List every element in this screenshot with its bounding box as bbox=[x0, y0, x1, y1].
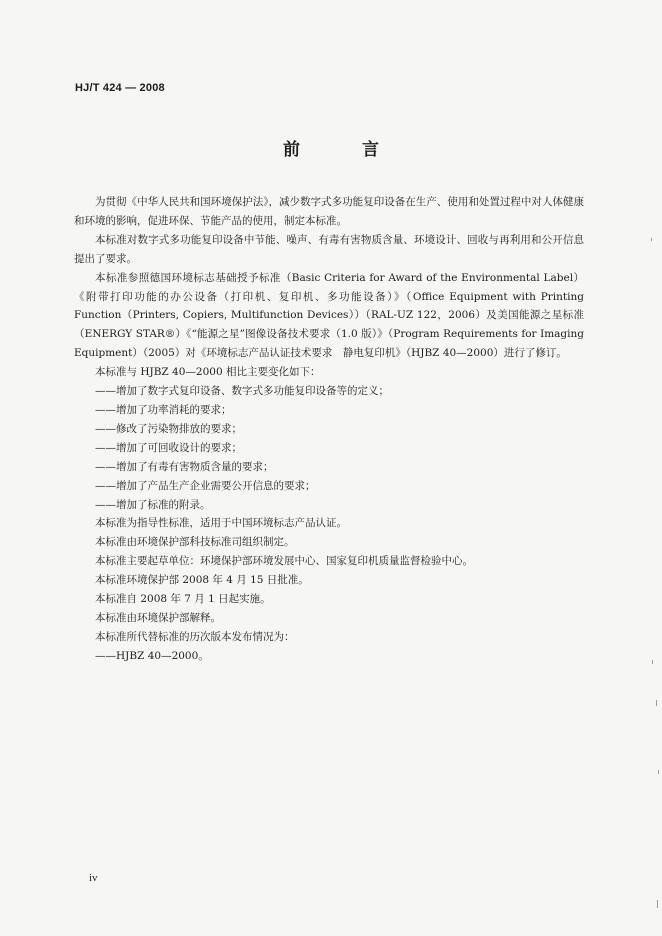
paragraph-nature: 本标准为指导性标准，适用于中国环境标志产品认证。 bbox=[95, 517, 347, 530]
standard-code: HJ/T 424 — 2008 bbox=[75, 82, 165, 94]
paragraph-interpretation: 本标准由环境保护部解释。 bbox=[95, 611, 221, 624]
change-item: ——修改了污染物排放的要求； bbox=[95, 422, 242, 435]
paragraph-references: 本标准参照德国环境标志基础授予标准（Basic Criteria for Award of the Environmental Label）《附带打印功能的办公设备（打印机、复印机、多功能设备）》（Office Equipment with Printing Function（Printers, Copiers, Multifunction Devices））（RAL-UZ 122，2006）及美国能源之星标准（ENERGY STAR®）《“能源之星”图像设备技术要求（1.0 版）》（Program Requirements for Imaging Equipment）（2005）对《环境标志产品认证技术要求 静电复印机》（HJBZ 40—2000）进行了修订。 bbox=[74, 271, 584, 360]
paragraph-organizer: 本标准由环境保护部科技标准司组织制定。 bbox=[95, 536, 295, 549]
scan-speck bbox=[657, 900, 658, 908]
page-number: iv bbox=[89, 872, 98, 884]
change-item: ——增加了有毒有害物质含量的要求； bbox=[95, 460, 274, 473]
paragraph-changes-intro: 本标准与 HJBZ 40—2000 相比主要变化如下： bbox=[95, 366, 321, 379]
scan-speck bbox=[656, 700, 657, 706]
paragraph-history-intro: 本标准所代替标准的历次版本发布情况为： bbox=[95, 630, 295, 643]
paragraph-approval-date: 本标准环境保护部 2008 年 4 月 15 日批准。 bbox=[95, 574, 309, 587]
scan-speck bbox=[652, 660, 653, 664]
paragraph-drafters: 本标准主要起草单位：环境保护部环境发展中心、国家复印机质量监督检验中心。 bbox=[95, 555, 473, 568]
change-item: ——增加了可回收设计的要求； bbox=[95, 441, 242, 454]
paragraph-effective-date: 本标准自 2008 年 7 月 1 日起实施。 bbox=[95, 593, 271, 606]
history-item: ——HJBZ 40—2000。 bbox=[95, 649, 209, 662]
paragraph-scope: 本标准对数字式多功能复印设备中节能、噪声、有毒有害物质含量、环境设计、回收与再利用和公开信息提出了要求。 bbox=[74, 233, 584, 265]
change-item: ——增加了标准的附录。 bbox=[95, 498, 211, 511]
paragraph-purpose: 为贯彻《中华人民共和国环境保护法》，减少数字式多功能复印设备在生产、使用和处置过程中对人体健康和环境的影响，促进环保、节能产品的使用，制定本标准。 bbox=[74, 196, 584, 227]
change-item: ——增加了功率消耗的要求； bbox=[95, 403, 232, 416]
scan-speck bbox=[651, 238, 652, 241]
change-item: ——增加了产品生产企业需要公开信息的要求； bbox=[95, 479, 316, 492]
page-title: 前 言 bbox=[283, 140, 407, 160]
change-item: ——增加了数字式复印设备、数字式多功能复印设备等的定义； bbox=[95, 385, 389, 398]
preface-body bbox=[74, 193, 584, 666]
scan-speck bbox=[658, 770, 659, 774]
